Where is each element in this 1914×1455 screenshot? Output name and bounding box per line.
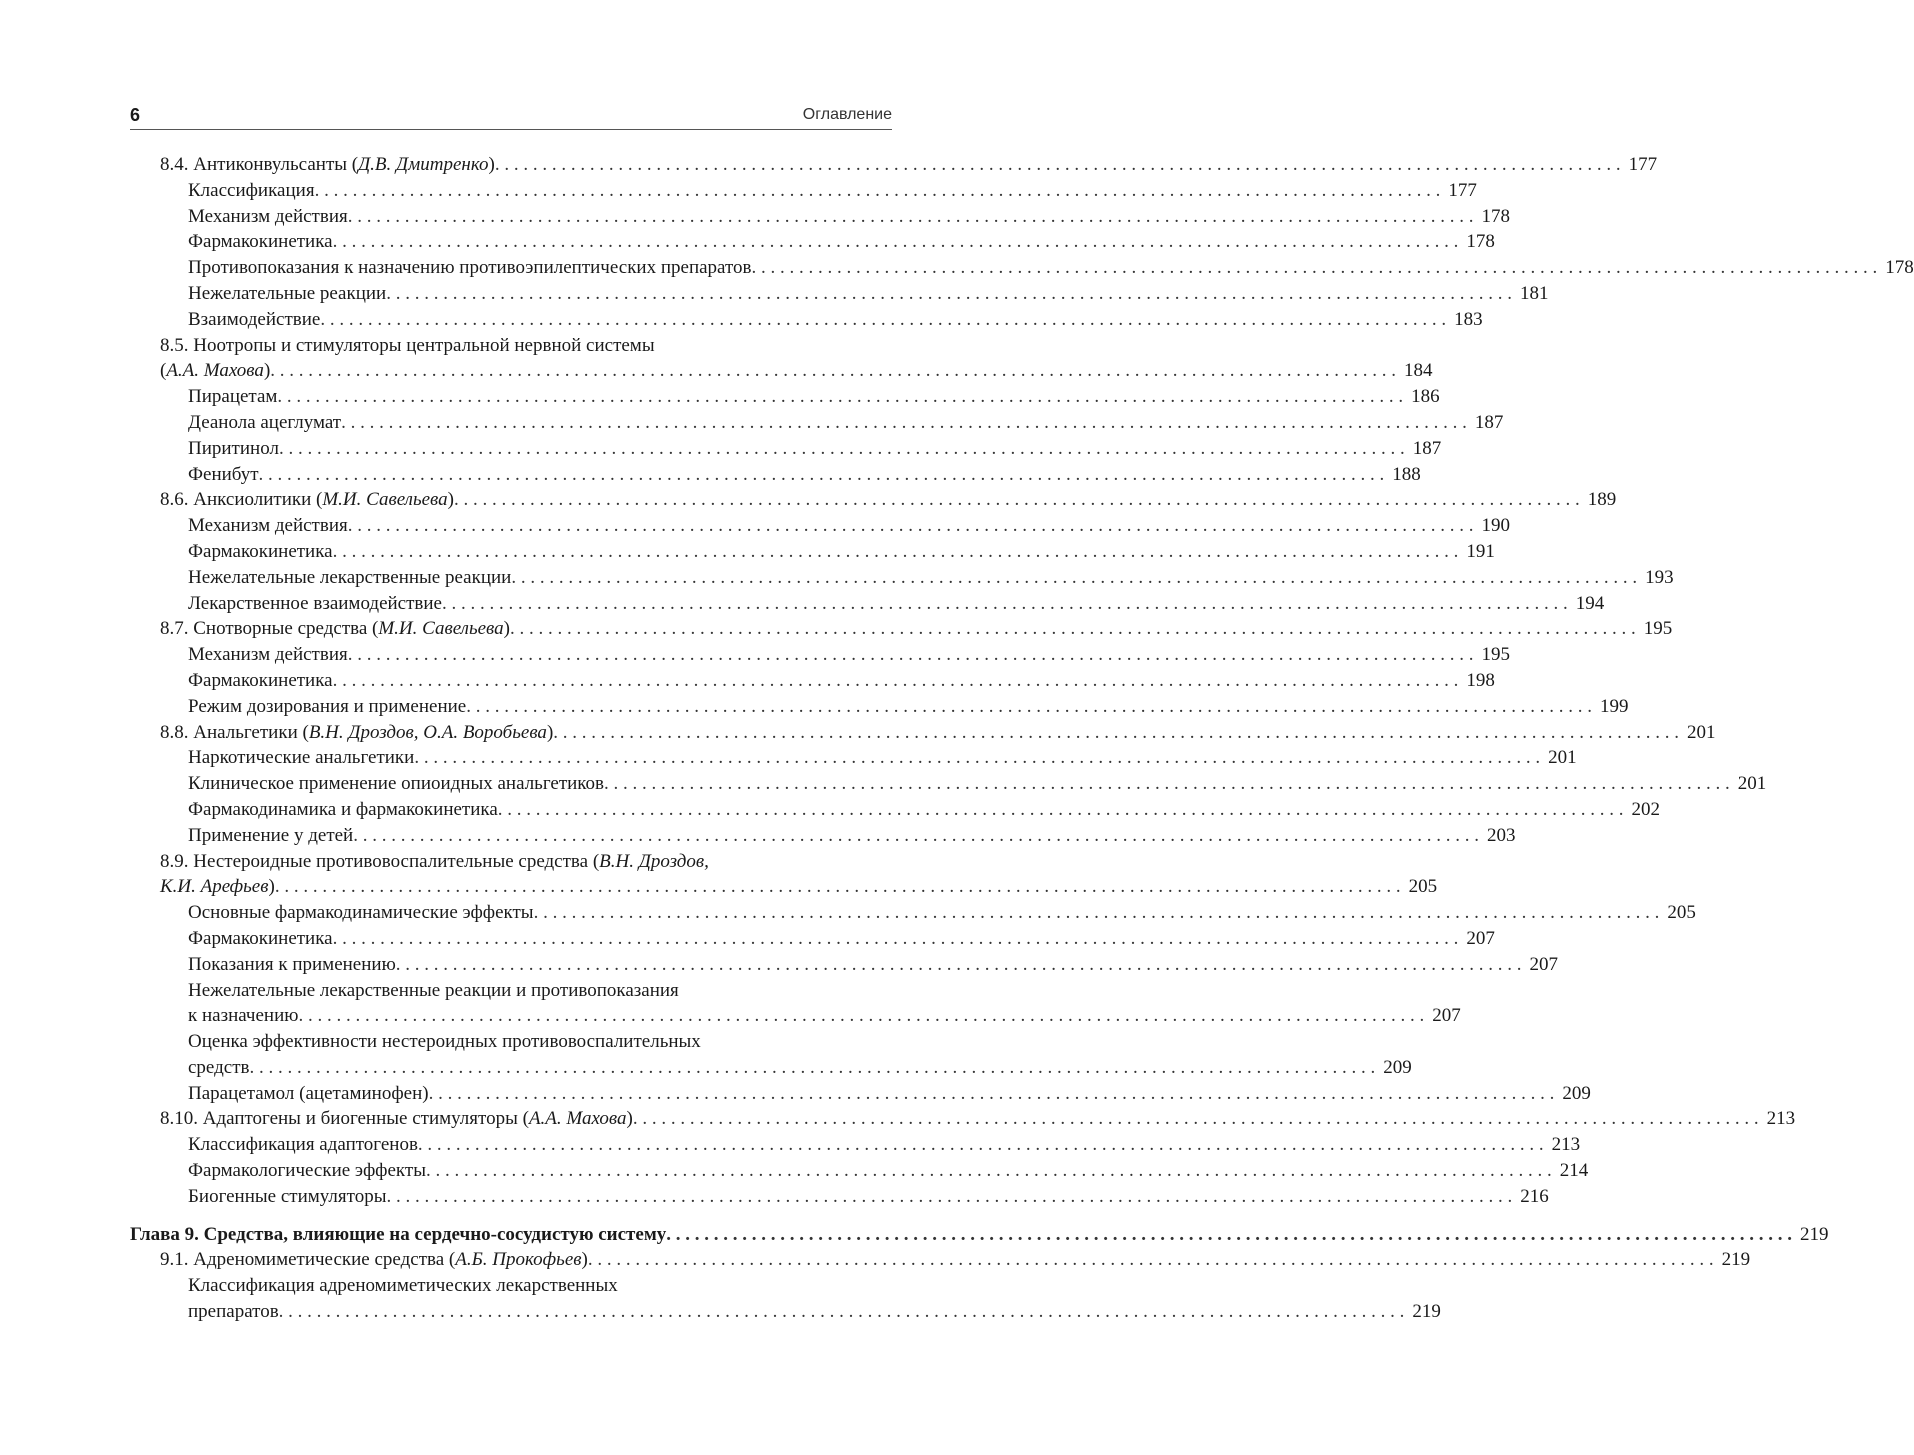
toc-subentry: Клиническое применение опиоидных анальгетиков . . . 201	[130, 771, 892, 797]
toc-entry-8-5-cont: (А.А. Махова) . . . 184	[130, 358, 892, 384]
toc-author: Д.В. Дмитренко	[358, 154, 489, 175]
toc-subentry-cont: средств . . . 209	[130, 1055, 892, 1081]
toc-author: В.Н. Дроздов, О.А. Воробьева	[308, 721, 547, 743]
toc-subentry: Деанола ацеглумат . . . 187	[130, 410, 892, 436]
toc-subentry: Фенибут . . . 188	[130, 462, 892, 488]
toc-subentry: Механизм действия . . . 195	[130, 642, 892, 668]
toc-subentry: Основные фармакодинамические эффекты . . . 205	[130, 900, 892, 926]
toc-chapter-9: Глава 9. Средства, влияющие на сердечно-сосудистую систему . . . 219	[130, 1222, 892, 1248]
toc-author: М.И. Савельева	[322, 489, 448, 511]
toc-entry-8-4: 8.4. Антиконвульсанты (Д.В. Дмитренко) . . . 177	[130, 152, 892, 178]
toc-subentry: Механизм действия . . . 178	[130, 204, 892, 230]
toc-subentry: Взаимодействие . . . 183	[130, 307, 892, 333]
toc-entry-8-7: 8.7. Снотворные средства (М.И. Савельева) . . . 195	[130, 616, 892, 642]
toc-author: А.Б. Прокофьев	[455, 1249, 582, 1271]
toc-subentry: Нежелательные реакции . . . 181	[130, 281, 892, 307]
toc-entry-8-5: 8.5. Ноотропы и стимуляторы центральной нервной системы	[160, 334, 655, 356]
toc-subentry: Пиритинол . . . 187	[130, 436, 892, 462]
toc-subentry: Фармакокинетика . . . 178	[130, 229, 892, 255]
running-title: Оглавление	[802, 106, 892, 123]
toc-subentry: Оценка эффективности нестероидных противовоспалительных	[188, 1031, 701, 1053]
toc-subentry: Пирацетам . . . 186	[130, 384, 892, 410]
toc-subentry: Режим дозирования и применение . . . 199	[130, 694, 892, 720]
toc-author: В.Н. Дроздов,	[599, 850, 709, 872]
toc-author: А.А. Махова	[528, 1108, 627, 1130]
toc-subentry: Фармакокинетика . . . 198	[130, 668, 892, 694]
toc-subentry-cont: препаратов . . . 219	[130, 1299, 892, 1325]
toc-entry-8-10: 8.10. Адаптогены и биогенные стимуляторы (А.А. Махова) . . . 213	[130, 1106, 892, 1132]
toc-subentry: Биогенные стимуляторы . . . 216	[130, 1184, 892, 1210]
toc-subentry: Фармакокинетика . . . 191	[130, 539, 892, 565]
toc-subentry: Классификация . . . 177	[130, 178, 892, 204]
toc-entry-8-6: 8.6. Анксиолитики (М.И. Савельева) . . . 189	[130, 487, 892, 513]
toc-author: А.А. Махова	[166, 360, 264, 382]
toc-author: М.И. Савельева	[378, 618, 504, 640]
toc-entry-8-9: 8.9. Нестероидные противовоспалительные средства (В.Н. Дроздов,	[160, 850, 709, 872]
toc-subentry: Наркотические анальгетики . . . 201	[130, 745, 892, 771]
table-of-contents	[130, 152, 1914, 1325]
toc-subentry: Применение у детей . . . 203	[130, 823, 892, 849]
toc-subentry: Классификация адаптогенов . . . 213	[130, 1132, 892, 1158]
toc-subentry: Противопоказания к назначению противоэпилептических препаратов . . . 178	[130, 255, 892, 281]
toc-subentry: Фармакологические эффекты . . . 214	[130, 1158, 892, 1184]
toc-entry-8-8: 8.8. Анальгетики (В.Н. Дроздов, О.А. Воробьева) . . . 201	[130, 720, 892, 746]
page-number: 6	[130, 105, 141, 125]
page-header	[130, 104, 892, 126]
toc-subentry-cont: к назначению . . . 207	[130, 1003, 892, 1029]
header-rule	[130, 129, 892, 130]
toc-subentry: Механизм действия . . . 190	[130, 513, 892, 539]
toc-page: 177	[1628, 154, 1658, 175]
toc-subentry: Фармакодинамика и фармакокинетика . . . 202	[130, 797, 892, 823]
toc-subentry: Нежелательные лекарственные реакции . . . 193	[130, 565, 892, 591]
toc-subentry: Фармакокинетика . . . 207	[130, 926, 892, 952]
toc-subentry: Парацетамол (ацетаминофен) . . . 209	[130, 1081, 892, 1107]
toc-entry-8-9-cont: К.И. Арефьев) . . . 205	[130, 874, 892, 900]
toc-author: К.И. Арефьев	[160, 876, 269, 898]
toc-subentry: Лекарственное взаимодействие . . . 194	[130, 591, 892, 617]
toc-subentry: Нежелательные лекарственные реакции и противопоказания	[188, 979, 679, 1001]
toc-entry-9-1: 9.1. Адреномиметические средства (А.Б. Прокофьев) . . . 219	[130, 1247, 892, 1273]
toc-subentry: Показания к применению . . . 207	[130, 952, 892, 978]
toc-subentry: Классификация адреномиметических лекарственных	[188, 1275, 618, 1297]
